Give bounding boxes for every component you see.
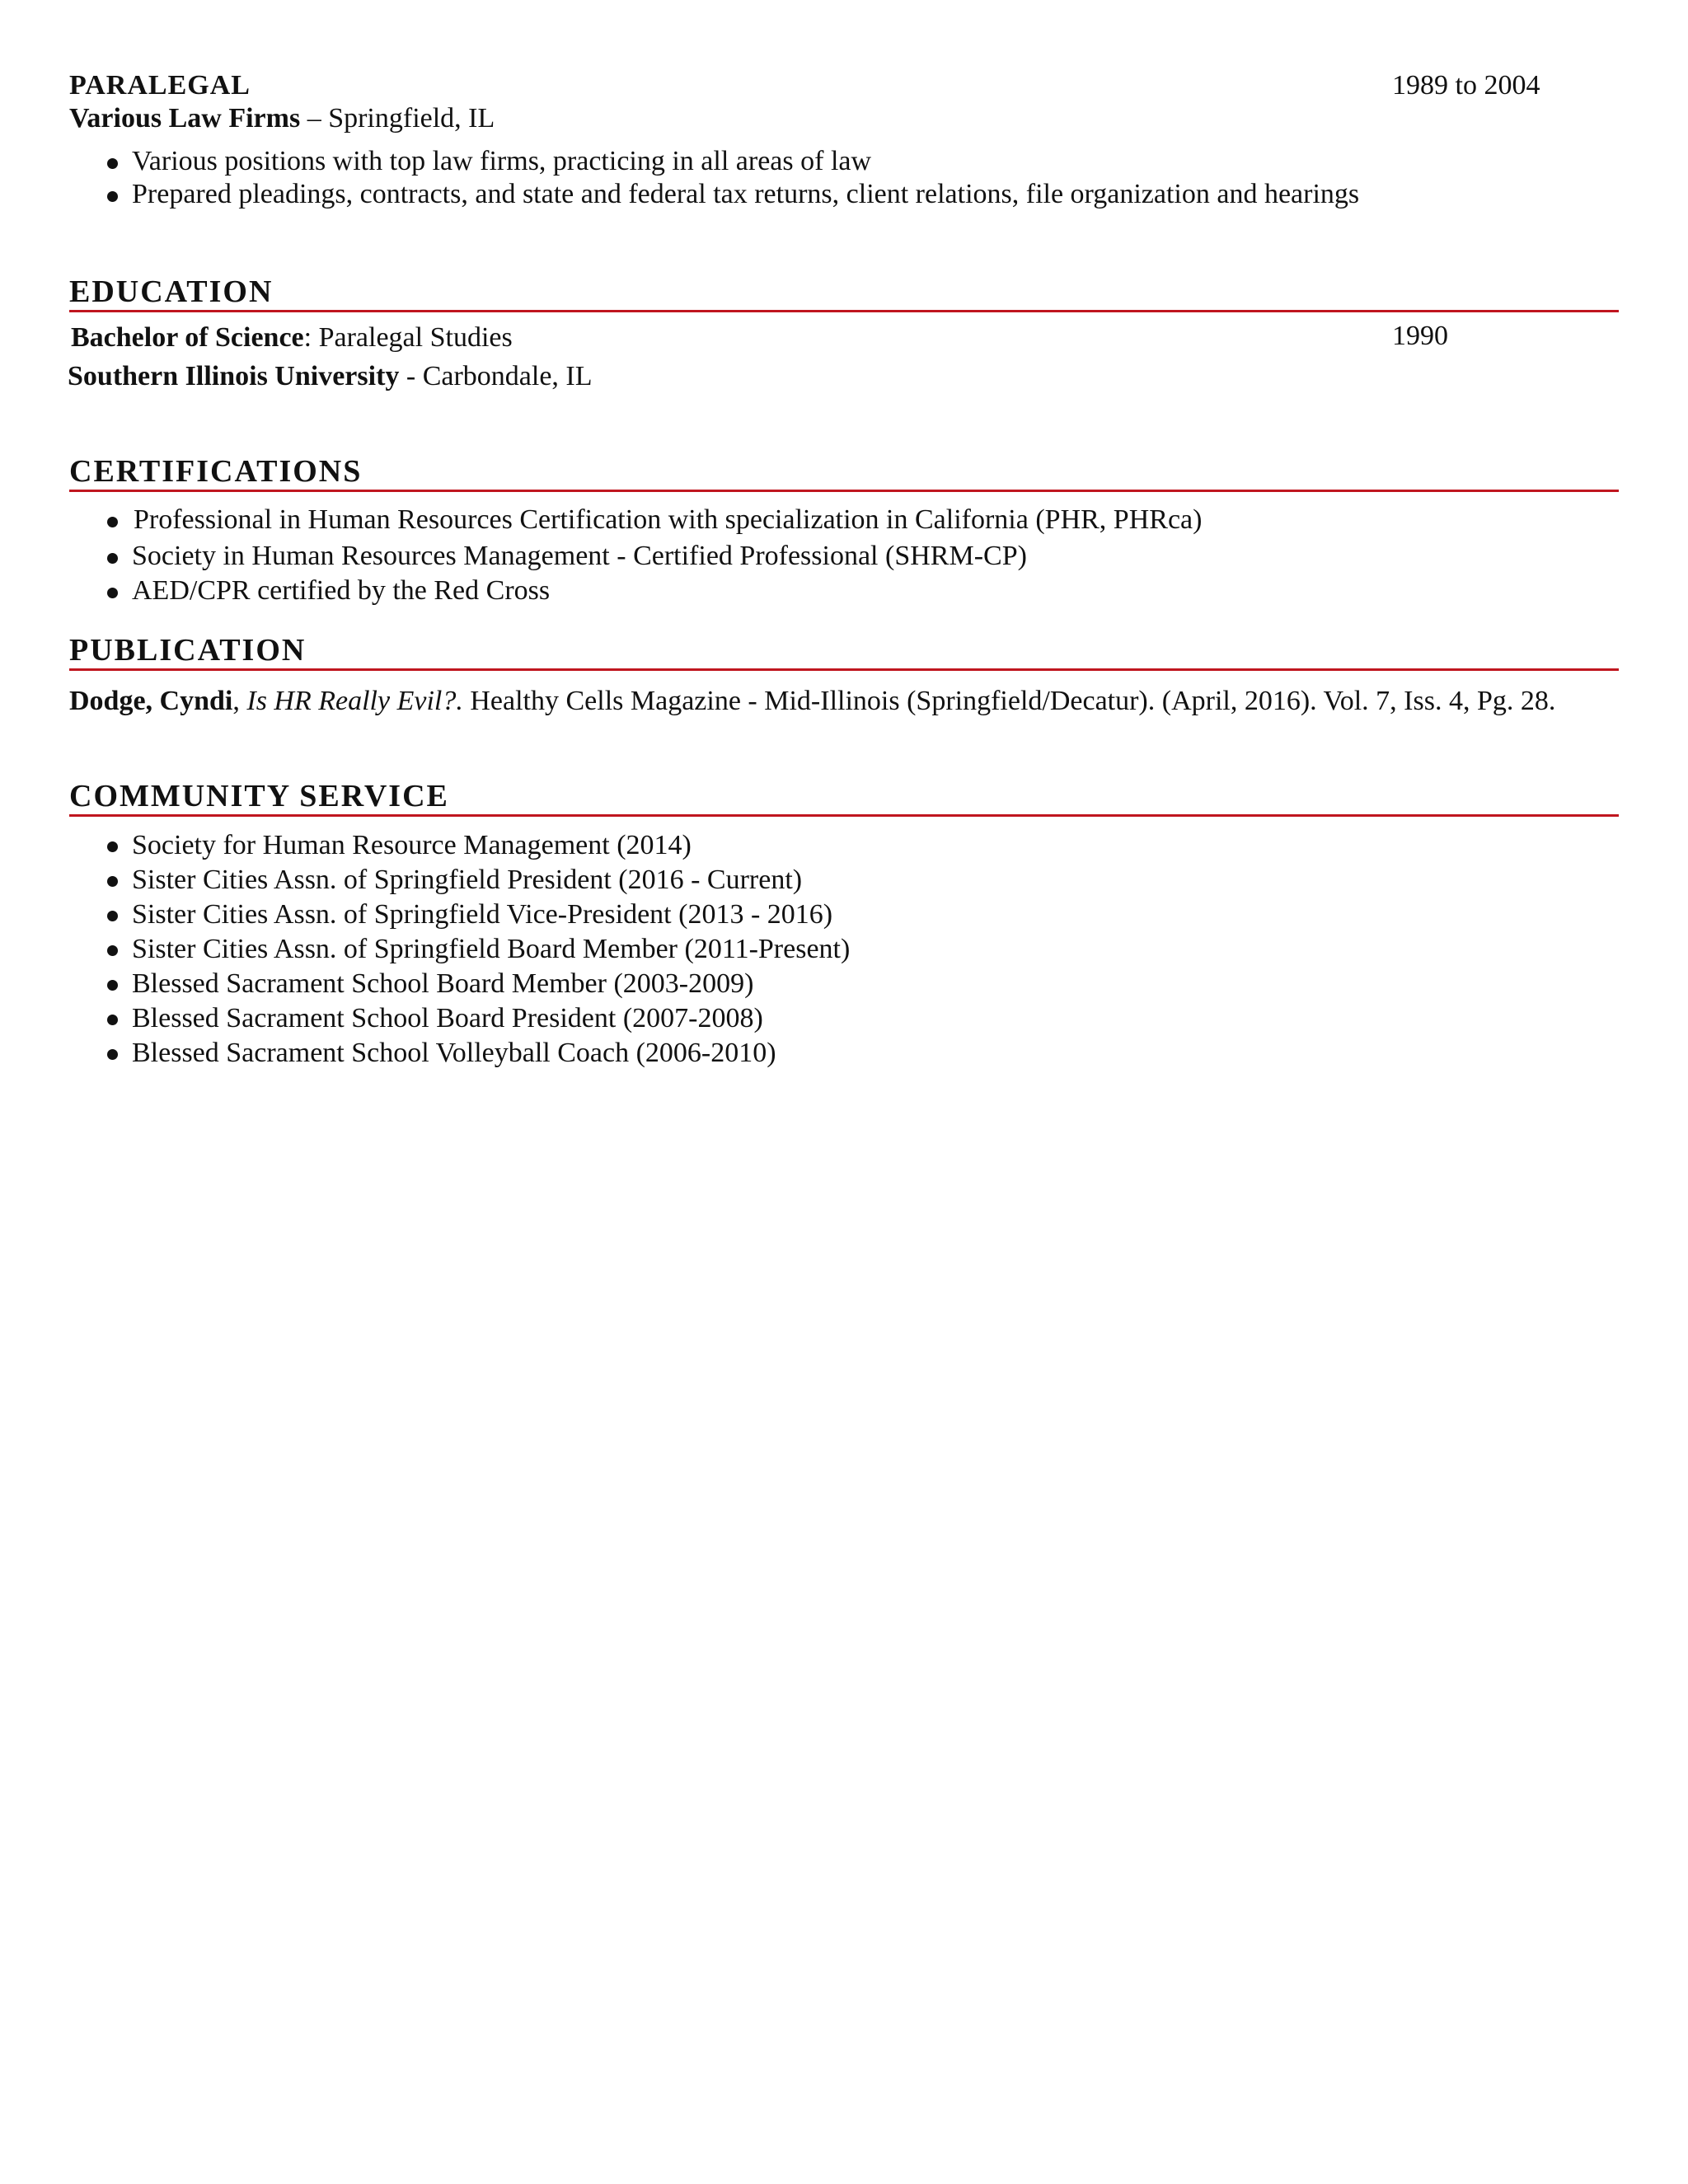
- list-item: [69, 863, 850, 898]
- list-item-text: Blessed Sacrament School Board Member (2003-2009): [132, 968, 754, 999]
- bullet-icon: [107, 1049, 118, 1060]
- bullet-icon: [107, 911, 118, 921]
- list-item: [69, 898, 850, 932]
- list-item-text: Society in Human Resources Management - Certified Professional (SHRM-CP): [132, 541, 1027, 571]
- school-location: - Carbondale, IL: [399, 361, 593, 391]
- education-heading: EDUCATION: [69, 274, 1619, 312]
- list-item-text: Professional in Human Resources Certification with specialization in California (PHR, PHRca): [134, 504, 1203, 535]
- list-item-text: Sister Cities Assn. of Springfield Board Member (2011-Present): [132, 934, 851, 964]
- bullet-icon: [107, 841, 118, 852]
- job-title: PARALEGAL: [69, 70, 251, 101]
- bullet-icon: [107, 191, 118, 202]
- list-item-text: Sister Cities Assn. of Springfield Vice-President (2013 - 2016): [132, 899, 833, 930]
- certifications-list: [69, 502, 1202, 607]
- bullet-icon: [107, 876, 118, 887]
- publication-details: Healthy Cells Magazine - Mid-Illinois (Springfield/Decatur). (April, 2016). Vol. 7, Iss. 4, Pg. 28.: [462, 686, 1556, 716]
- publication-author: Dodge, Cyndi: [69, 686, 233, 716]
- list-item: [69, 574, 1202, 607]
- publication-title: Is HR Really Evil?.: [246, 686, 463, 716]
- employer-line: [69, 102, 1619, 135]
- list-item-text: Blessed Sacrament School Volleyball Coach (2006-2010): [132, 1038, 776, 1068]
- list-item: [69, 932, 850, 967]
- school-name: Southern Illinois University: [68, 361, 400, 391]
- list-item-text: Sister Cities Assn. of Springfield President (2016 - Current): [132, 865, 803, 895]
- degree-line: [71, 321, 1620, 354]
- employer-name: Various Law Firms: [69, 103, 301, 134]
- degree-field: : Paralegal Studies: [303, 322, 513, 353]
- publication-citation: [69, 684, 1619, 718]
- job-dates: 1989 to 2004: [1392, 70, 1540, 101]
- certifications-heading: CERTIFICATIONS: [69, 453, 1619, 492]
- list-item: [69, 538, 1202, 574]
- list-item: [69, 178, 1359, 211]
- bullet-icon: [107, 945, 118, 956]
- bullet-icon: [107, 1015, 118, 1025]
- community-service-heading: COMMUNITY SERVICE: [69, 778, 1619, 817]
- publication-separator: ,: [232, 686, 247, 716]
- list-item-text: Prepared pleadings, contracts, and state and federal tax returns, client relations, file organization and hearings: [132, 179, 1360, 209]
- bullet-icon: [107, 517, 118, 527]
- degree-name: Bachelor of Science: [71, 322, 304, 353]
- list-item: [69, 502, 1202, 538]
- publication-heading: PUBLICATION: [69, 632, 1619, 671]
- job-bullet-list: [69, 145, 1359, 211]
- list-item-text: Society for Human Resource Management (2014): [132, 830, 692, 860]
- list-item: [69, 967, 850, 1001]
- list-item-text: AED/CPR certified by the Red Cross: [132, 575, 551, 606]
- bullet-icon: [107, 588, 118, 598]
- list-item: [69, 145, 1359, 178]
- job-entry: [69, 69, 1619, 135]
- bullet-icon: [107, 158, 118, 169]
- list-item: [69, 1001, 850, 1036]
- list-item: [69, 1036, 850, 1071]
- school-line: [68, 360, 1617, 393]
- bullet-icon: [107, 980, 118, 991]
- bullet-icon: [107, 553, 118, 564]
- list-item: [69, 828, 850, 863]
- education-year: 1990: [1392, 321, 1448, 351]
- list-item-text: Various positions with top law firms, practicing in all areas of law: [132, 146, 872, 176]
- community-service-list: [69, 828, 850, 1071]
- employer-location: – Springfield, IL: [300, 103, 495, 134]
- list-item-text: Blessed Sacrament School Board President (2007-2008): [132, 1003, 763, 1033]
